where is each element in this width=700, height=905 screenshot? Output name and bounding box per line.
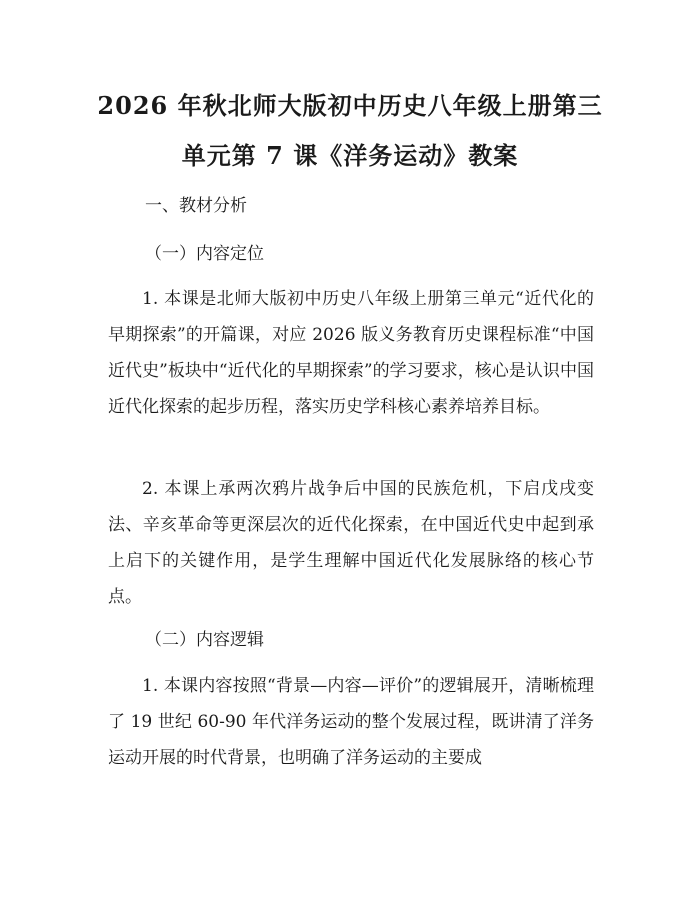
document-title-line-1: 2026 年秋北师大版初中历史八年级上册第三 [97, 91, 603, 120]
subsection-heading-content-logic: （二）内容逻辑 [145, 630, 264, 650]
section-heading-textbook-analysis: 一、教材分析 [145, 196, 247, 216]
paragraph-3: 1. 本课内容按照“背景—内容—评价”的逻辑展开，清晰梳理了 19 世纪 60-90 年代洋务运动的整个发展过程，既讲清了洋务运动开展的时代背景，也明确了洋务运动的主要成 [108, 676, 594, 768]
subsection-heading-content-positioning: （一）内容定位 [145, 244, 264, 264]
paragraph-2: 2. 本课上承两次鸦片战争后中国的民族危机，下启戊戌变法、辛亥革命等更深层次的近代化探索，在中国近代史中起到承上启下的关键作用，是学生理解中国近代化发展脉络的核心节点。 [108, 479, 594, 607]
document-title-line-2: 单元第 7 课《洋务运动》教案 [181, 141, 519, 170]
paragraph-1: 1. 本课是北师大版初中历史八年级上册第三单元“近代化的早期探索”的开篇课，对应 2026 版义务教育历史课程标准“中国近代史”板块中“近代化的早期探索”的学习要求，核心是认识中国近代化探索的起步历程，落实历史学科核心素养培养目标。 [108, 289, 594, 417]
